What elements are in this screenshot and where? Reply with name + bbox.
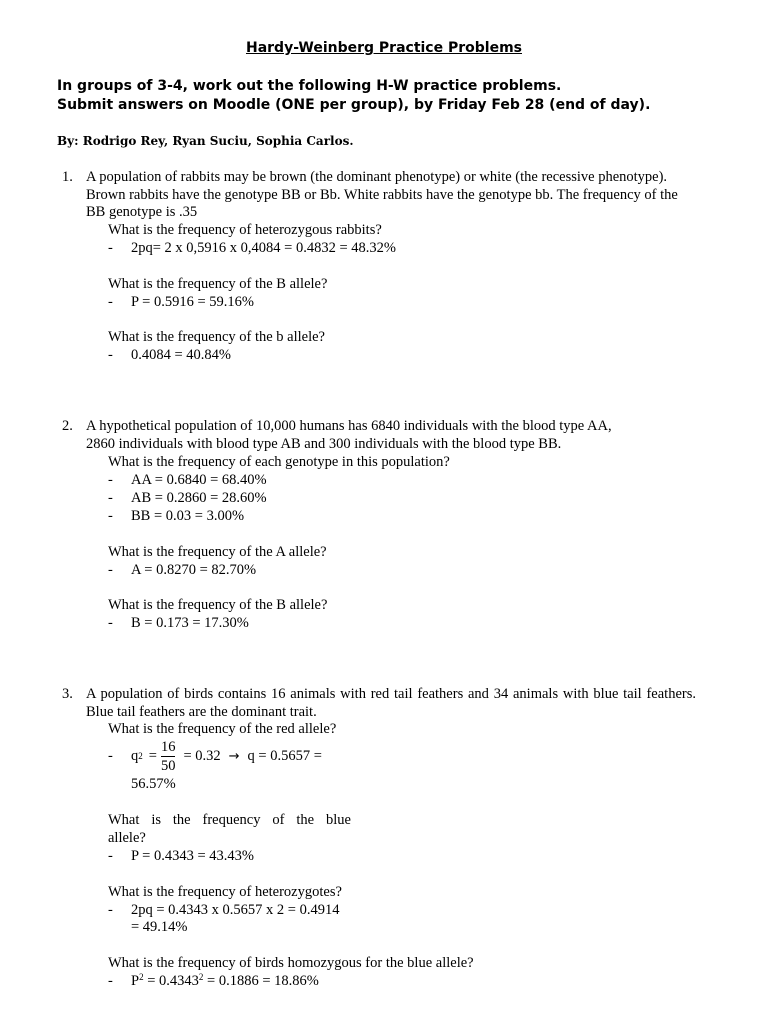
problem-3-answer-4 — [131, 973, 319, 990]
problem-2-question-1: What is the frequency of each genotype in this population? — [108, 454, 450, 470]
problem-2-text-line-2: 2860 individuals with blood type AB and 300 individuals with the blood type BB. — [86, 436, 562, 452]
bullet-dash: - — [108, 562, 113, 578]
bullet-dash: - — [108, 490, 113, 506]
problem-2-answer-bb: BB = 0.03 = 3.00% — [131, 508, 245, 524]
bullet-dash: - — [108, 294, 113, 310]
formula-value: = 0.32 — [183, 747, 221, 764]
fraction-denominator: 50 — [160, 757, 176, 774]
page-title: Hardy-Weinberg Practice Problems — [245, 40, 522, 56]
formula-equals: = — [148, 747, 157, 764]
bullet-dash: - — [108, 508, 113, 524]
problem-3-answer-3-line-2: = 49.14% — [131, 919, 188, 935]
bullet-dash: - — [108, 472, 113, 488]
formula-p-exponent: 2 — [139, 972, 144, 982]
problem-1-number: 1. — [62, 169, 73, 185]
problem-1-answer-1: 2pq= 2 x 0,5916 x 0,4084 = 0.4832 = 48.32% — [131, 240, 396, 256]
formula-fraction — [161, 738, 176, 775]
problem-2-answer-b: B = 0.173 = 17.30% — [131, 615, 249, 631]
problem-1-answer-2: P = 0.5916 = 59.16% — [131, 294, 254, 310]
bullet-dash: - — [108, 347, 113, 363]
question-text: What is the frequency of the blue — [108, 812, 351, 828]
bullet-dash: - — [108, 902, 113, 918]
problem-1-question-2: What is the frequency of the B allele? — [108, 276, 328, 292]
bullet-dash: - — [108, 973, 113, 989]
problem-1-question-3: What is the frequency of the b allele? — [108, 329, 325, 345]
problem-3-text: A population of birds contains 16 animals with red tail feathers and 34 animals with blue tail feathers. Blue tail feathers are the dominant trait. — [86, 686, 696, 720]
formula-q-result: q = 0.5657 = — [247, 747, 322, 764]
formula-base-exponent: 2 — [198, 972, 204, 982]
problem-2-answer-a: A = 0.8270 = 82.70% — [131, 562, 257, 578]
problem-3-number: 3. — [62, 686, 73, 702]
bullet-dash: - — [108, 615, 113, 631]
problem-1-text: A population of rabbits may be brown (the dominant phenotype) or white (the recessive phenotype). Brown rabbits have the genotype BB or Bb. White rabbits have the genotype bb. The frequency of the BB genotype is .35 — [86, 169, 678, 221]
formula-percent: 56.57% — [131, 776, 176, 792]
formula-result: = 0.1886 = 18.86% — [203, 973, 319, 989]
problem-3-answer-3-line-1: 2pq = 0.4343 x 0.5657 x 2 = 0.4914 — [131, 902, 340, 918]
problem-3-question-2-line-1 — [108, 812, 351, 829]
formula-q: q — [131, 747, 139, 764]
problem-3-question-4: What is the frequency of birds homozygous for the blue allele? — [108, 955, 474, 971]
instructions-line-1: In groups of 3-4, work out the following H-W practice problems. — [57, 78, 562, 94]
formula-base: = 0.4343 — [143, 973, 199, 989]
formula-p: P — [131, 973, 140, 989]
problem-2-number: 2. — [62, 418, 73, 434]
problem-3-answer-2: P = 0.4343 = 43.43% — [131, 848, 254, 864]
bullet-dash: - — [108, 848, 113, 864]
red-allele-formula: q 2 = $\frac{16}{50}$ = 0.32 → q = 0.5657 = — [131, 738, 322, 774]
bullet-dash: - — [108, 240, 113, 256]
problem-3-question-3: What is the frequency of heterozygotes? — [108, 884, 342, 900]
fraction-numerator: 16 — [160, 738, 176, 755]
problem-2-question-3: What is the frequency of the B allele? — [108, 597, 328, 613]
authors: By: Rodrigo Rey, Ryan Suciu, Sophia Carlos. — [57, 134, 354, 148]
problem-2-text-line-1: A hypothetical population of 10,000 humans has 6840 individuals with the blood type AA, — [86, 418, 612, 434]
problem-3-question-2-line-2: allele? — [108, 830, 146, 846]
problem-2-question-2: What is the frequency of the A allele? — [108, 544, 327, 560]
problem-1-answer-3: 0.4084 = 40.84% — [131, 347, 232, 363]
problem-3-question-1: What is the frequency of the red allele? — [108, 721, 337, 737]
bullet-dash: - — [108, 748, 113, 764]
problem-2-answer-ab: AB = 0.2860 = 28.60% — [131, 490, 267, 506]
problem-2-answer-aa: AA = 0.6840 = 68.40% — [131, 472, 267, 488]
instructions-line-2: Submit answers on Moodle (ONE per group), by Friday Feb 28 (end of day). — [57, 97, 651, 113]
problem-1-question-1: What is the frequency of heterozygous rabbits? — [108, 222, 382, 238]
arrow-right-icon: → — [228, 748, 240, 764]
